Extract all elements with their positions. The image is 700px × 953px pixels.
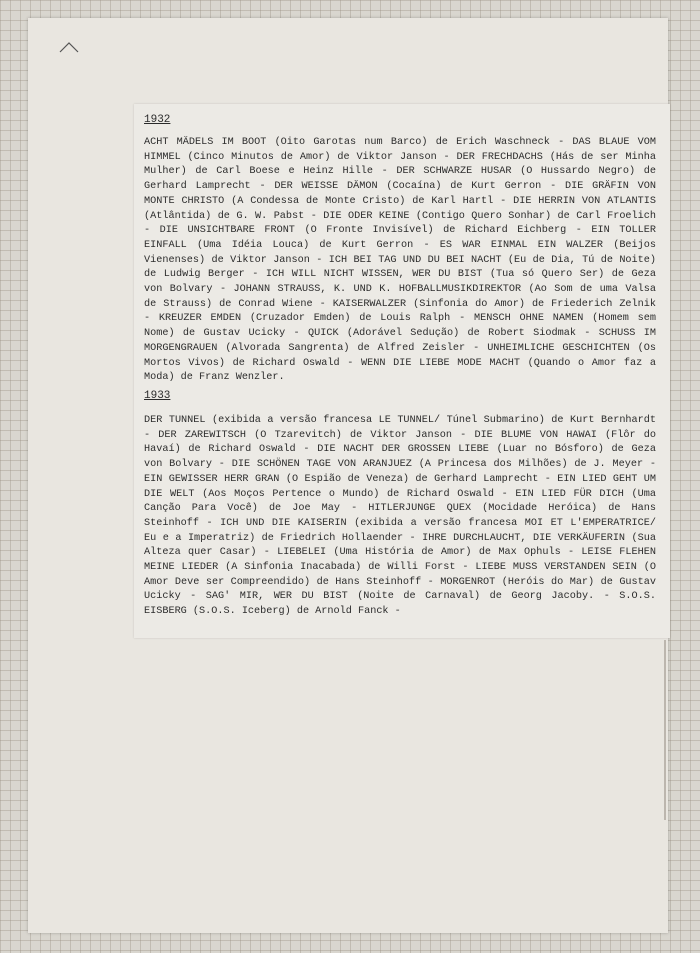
year-heading-1933: 1933 (144, 390, 171, 402)
pencil-mark-icon (58, 40, 80, 54)
year-heading-1932: 1932 (144, 114, 171, 126)
film-list-1933: DER TUNNEL (exibida a versão francesa LE TUNNEL/ Túnel Submarino) de Kurt Bernhardt - DER ZAREWITSCH (O Tzarevitch) de Viktor Janson - DIE BLUME VON HAWAI (Flôr do Havaí) de Richard Oswald - DIE NACHT DER GROSSEN LIEBE (Luar no Bósforo) de Geza von Bolvary - DIE SCHÖNEN TAGE VON ARANJUEZ (A Princesa dos Milhões) de J. Meyer - EIN GEWISSER HERR GRAN (O Espião de Veneza) de Gerhard Lamprecht - EIN LIED GEHT UM DIE WELT (Aos Moços Pertence o Mundo) de Richard Oswald - EIN LIED FÜR DICH (Uma Canção Para Você) de Joe May - HITLERJUNGE QUEX (Mocidade Heróica) de Hans Steinhoff - ICH UND DIE KAISERIN (exibida a versão francesa MOI ET L'EMPERATRICE/ Eu e a Imperatriz) de Friedrich Hollaender - IHRE DURCHLAUCHT, DIE VERKÄUFERIN (Sua Alteza quer Casar) - LIEBELEI (Uma História de Amor) de Max Ophuls - LEISE FLEHEN MEINE LIEDER (A Sinfonia Inacabada) de Willi Forst - LIEBE MUSS VERSTANDEN SEIN (O Amor Deve ser Compreendido) de Hans Steinhoff - MORGENROT (Heróis do Mar) de Gustav Ucicky - SAG' MIR, WER DU BIST (Noite de Carnaval) de Georg Jacoby. - S.O.S. EISBERG (S.O.S. Iceberg) de Arnold Fanck - (144, 415, 656, 618)
paper-edge (664, 640, 666, 820)
film-list-1932: ACHT MÄDELS IM BOOT (Oito Garotas num Barco) de Erich Waschneck - DAS BLAUE VOM HIMMEL (Cinco Minutos de Amor) de Viktor Janson - DER FRECHDACHS (Hás de ser Minha Mulher) de Carl Boese e Heinz Hille - DER SCHWARZE HUSAR (O Hussardo Negro) de Gerhard Lamprecht - DER WEISSE DÄMON (Cocaína) de Kurt Gerron - DIE GRÄFIN VON MONTE CHRISTO (A Condessa de Monte Cristo) de Karl Hartl - DIE HERRIN VON ATLANTIS (Atlântida) de G. W. Pabst - DIE ODER KEINE (Contigo Quero Sonhar) de Carl Froelich - DIE UNSICHTBARE FRONT (O Fronte Invisível) de Richard Eichberg - EIN TOLLER EINFALL (Uma Idéia Louca) de Kurt Gerron - ES WAR EINMAL EIN WALZER (Beijos Vienenses) de Viktor Janson - ICH BEI TAG UND DU BEI NACHT (Eu de Dia, Tú de Noite) de Ludwig Berger - ICH WILL NICHT WISSEN, WER DU BIST (Tua só Quero Ser) de Geza von Bolvary - JOHANN STRAUSS, K. UND K. HOFBALLMUSIKDIREKTOR (Ao Som de uma Valsa de Strauss) de Conrad Wiene - KAISERWALZER (Sinfonia do Amor) de Friederich Zelnik - KREUZER EMDEN (Cruzador Emden) de Louis Ralph - MENSCH OHNE NAMEN (Homem sem Nome) de Gustav Ucicky - QUICK (Adorável Sedução) de Robert Siodmak - SCHUSS IM MORGENGRAUEN (Alvorada Sangrenta) de Alfred Zeisler - UNHEIMLICHE GESCHICHTEN (Os Mortos Vivos) de Richard Oswald - WENN DIE LIEBE MODE MACHT (Quando o Amor faz a Moda) de Franz Wenzler. (144, 137, 656, 384)
